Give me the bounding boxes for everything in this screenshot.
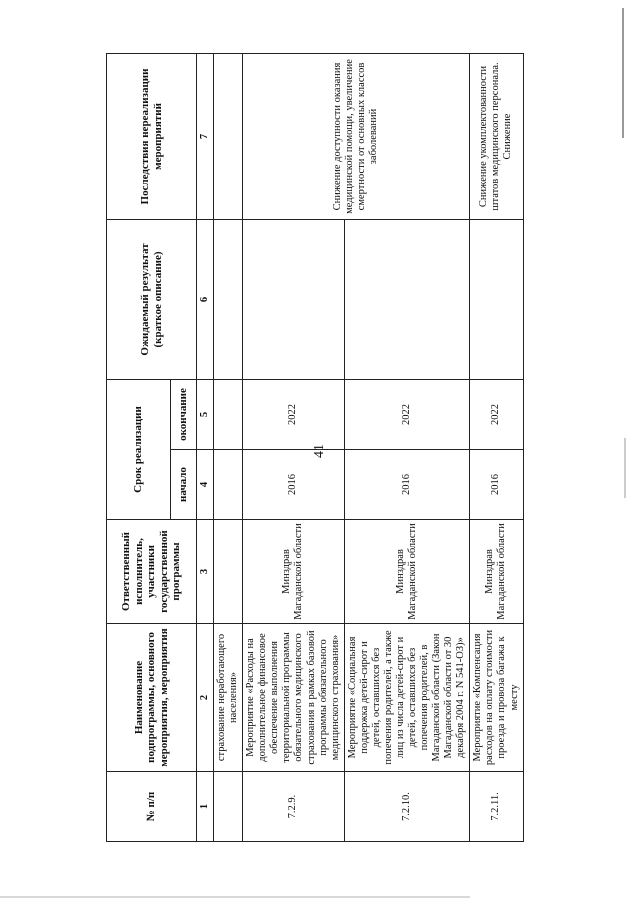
table-row — [470, 53, 523, 841]
row-start: 2016 — [243, 450, 345, 520]
row-name: Мероприятие «Социальная поддержка детей-сирот и детей, оставшихся без попечения родителей, а также лиц из числа детей-сирот и детей, оставшихся без попечения родителей, в Магаданской области (Закон Магаданской области от 30 декабря 2004 г. N 541-ОЗ)» — [344, 624, 470, 772]
row-executor — [214, 520, 243, 624]
row-end: 2022 — [344, 379, 470, 449]
row-end — [214, 379, 243, 449]
row-result — [470, 219, 523, 379]
row-num: 7.2.9. — [243, 772, 345, 842]
column-number: 4 — [197, 450, 214, 520]
row-executor: Минздрав Магаданской области — [344, 520, 470, 624]
column-number: 5 — [197, 379, 214, 449]
row-end: 2022 — [243, 379, 345, 449]
row-start — [214, 450, 243, 520]
scan-artifact — [624, 438, 626, 498]
row-executor: Минздрав Магаданской области — [470, 520, 523, 624]
measures-table — [106, 53, 524, 842]
rotated-table-container — [106, 54, 520, 842]
header-name: Наименование подпрограммы, основного мероприятия, мероприятия — [107, 624, 197, 772]
column-numbers-row — [197, 53, 214, 841]
header-num: № п/п — [107, 772, 197, 842]
row-result — [214, 219, 243, 379]
row-end: 2022 — [470, 379, 523, 449]
row-num — [214, 772, 243, 842]
column-number: 6 — [197, 219, 214, 379]
row-name: страхование неработающего населения» — [214, 624, 243, 772]
row-start: 2016 — [470, 450, 523, 520]
column-number: 2 — [197, 624, 214, 772]
page-number: 41 — [312, 444, 327, 458]
header-row — [107, 53, 171, 841]
row-name: Мероприятие «Компенсация расходов на оплату стоимости проезда и провоза багажа к месту — [470, 624, 523, 772]
row-executor: Минздрав Магаданской области — [243, 520, 345, 624]
row-num: 7.2.11. — [470, 772, 523, 842]
header-start: начало — [171, 450, 197, 520]
table-row — [243, 53, 345, 841]
row-num: 7.2.10. — [344, 772, 470, 842]
row-consequences — [214, 53, 243, 219]
scan-bottom-edge — [0, 896, 470, 898]
row-start: 2016 — [344, 450, 470, 520]
row-consequences: Снижение укомплектованности штатов медицинского персонала. Снижение — [470, 53, 523, 219]
header-result: Ожидаемый результат (краткое описание) — [107, 219, 197, 379]
header-consequences: Последствия нереализации мероприятий — [107, 53, 197, 219]
scan-edge-mark — [622, 8, 624, 138]
column-number: 7 — [197, 53, 214, 219]
header-executor: Ответственный исполнитель, участники государственной программы — [107, 520, 197, 624]
header-period: Срок реализации — [107, 379, 171, 519]
column-number: 3 — [197, 520, 214, 624]
table-row — [214, 53, 243, 841]
row-name: Мероприятие «Расходы на дополнительное финансовое обеспечение выполнения территориальной программы обязательного медицинского страхования в рамках базовой программы обязательного медицинского страхования» — [243, 624, 345, 772]
row-result — [243, 219, 345, 379]
row-consequences: Снижение доступности оказания медицинской помощи, увеличение смертности от основных классов заболеваний — [243, 53, 470, 219]
header-end: окончание — [171, 379, 197, 449]
column-number: 1 — [197, 772, 214, 842]
row-result — [344, 219, 470, 379]
